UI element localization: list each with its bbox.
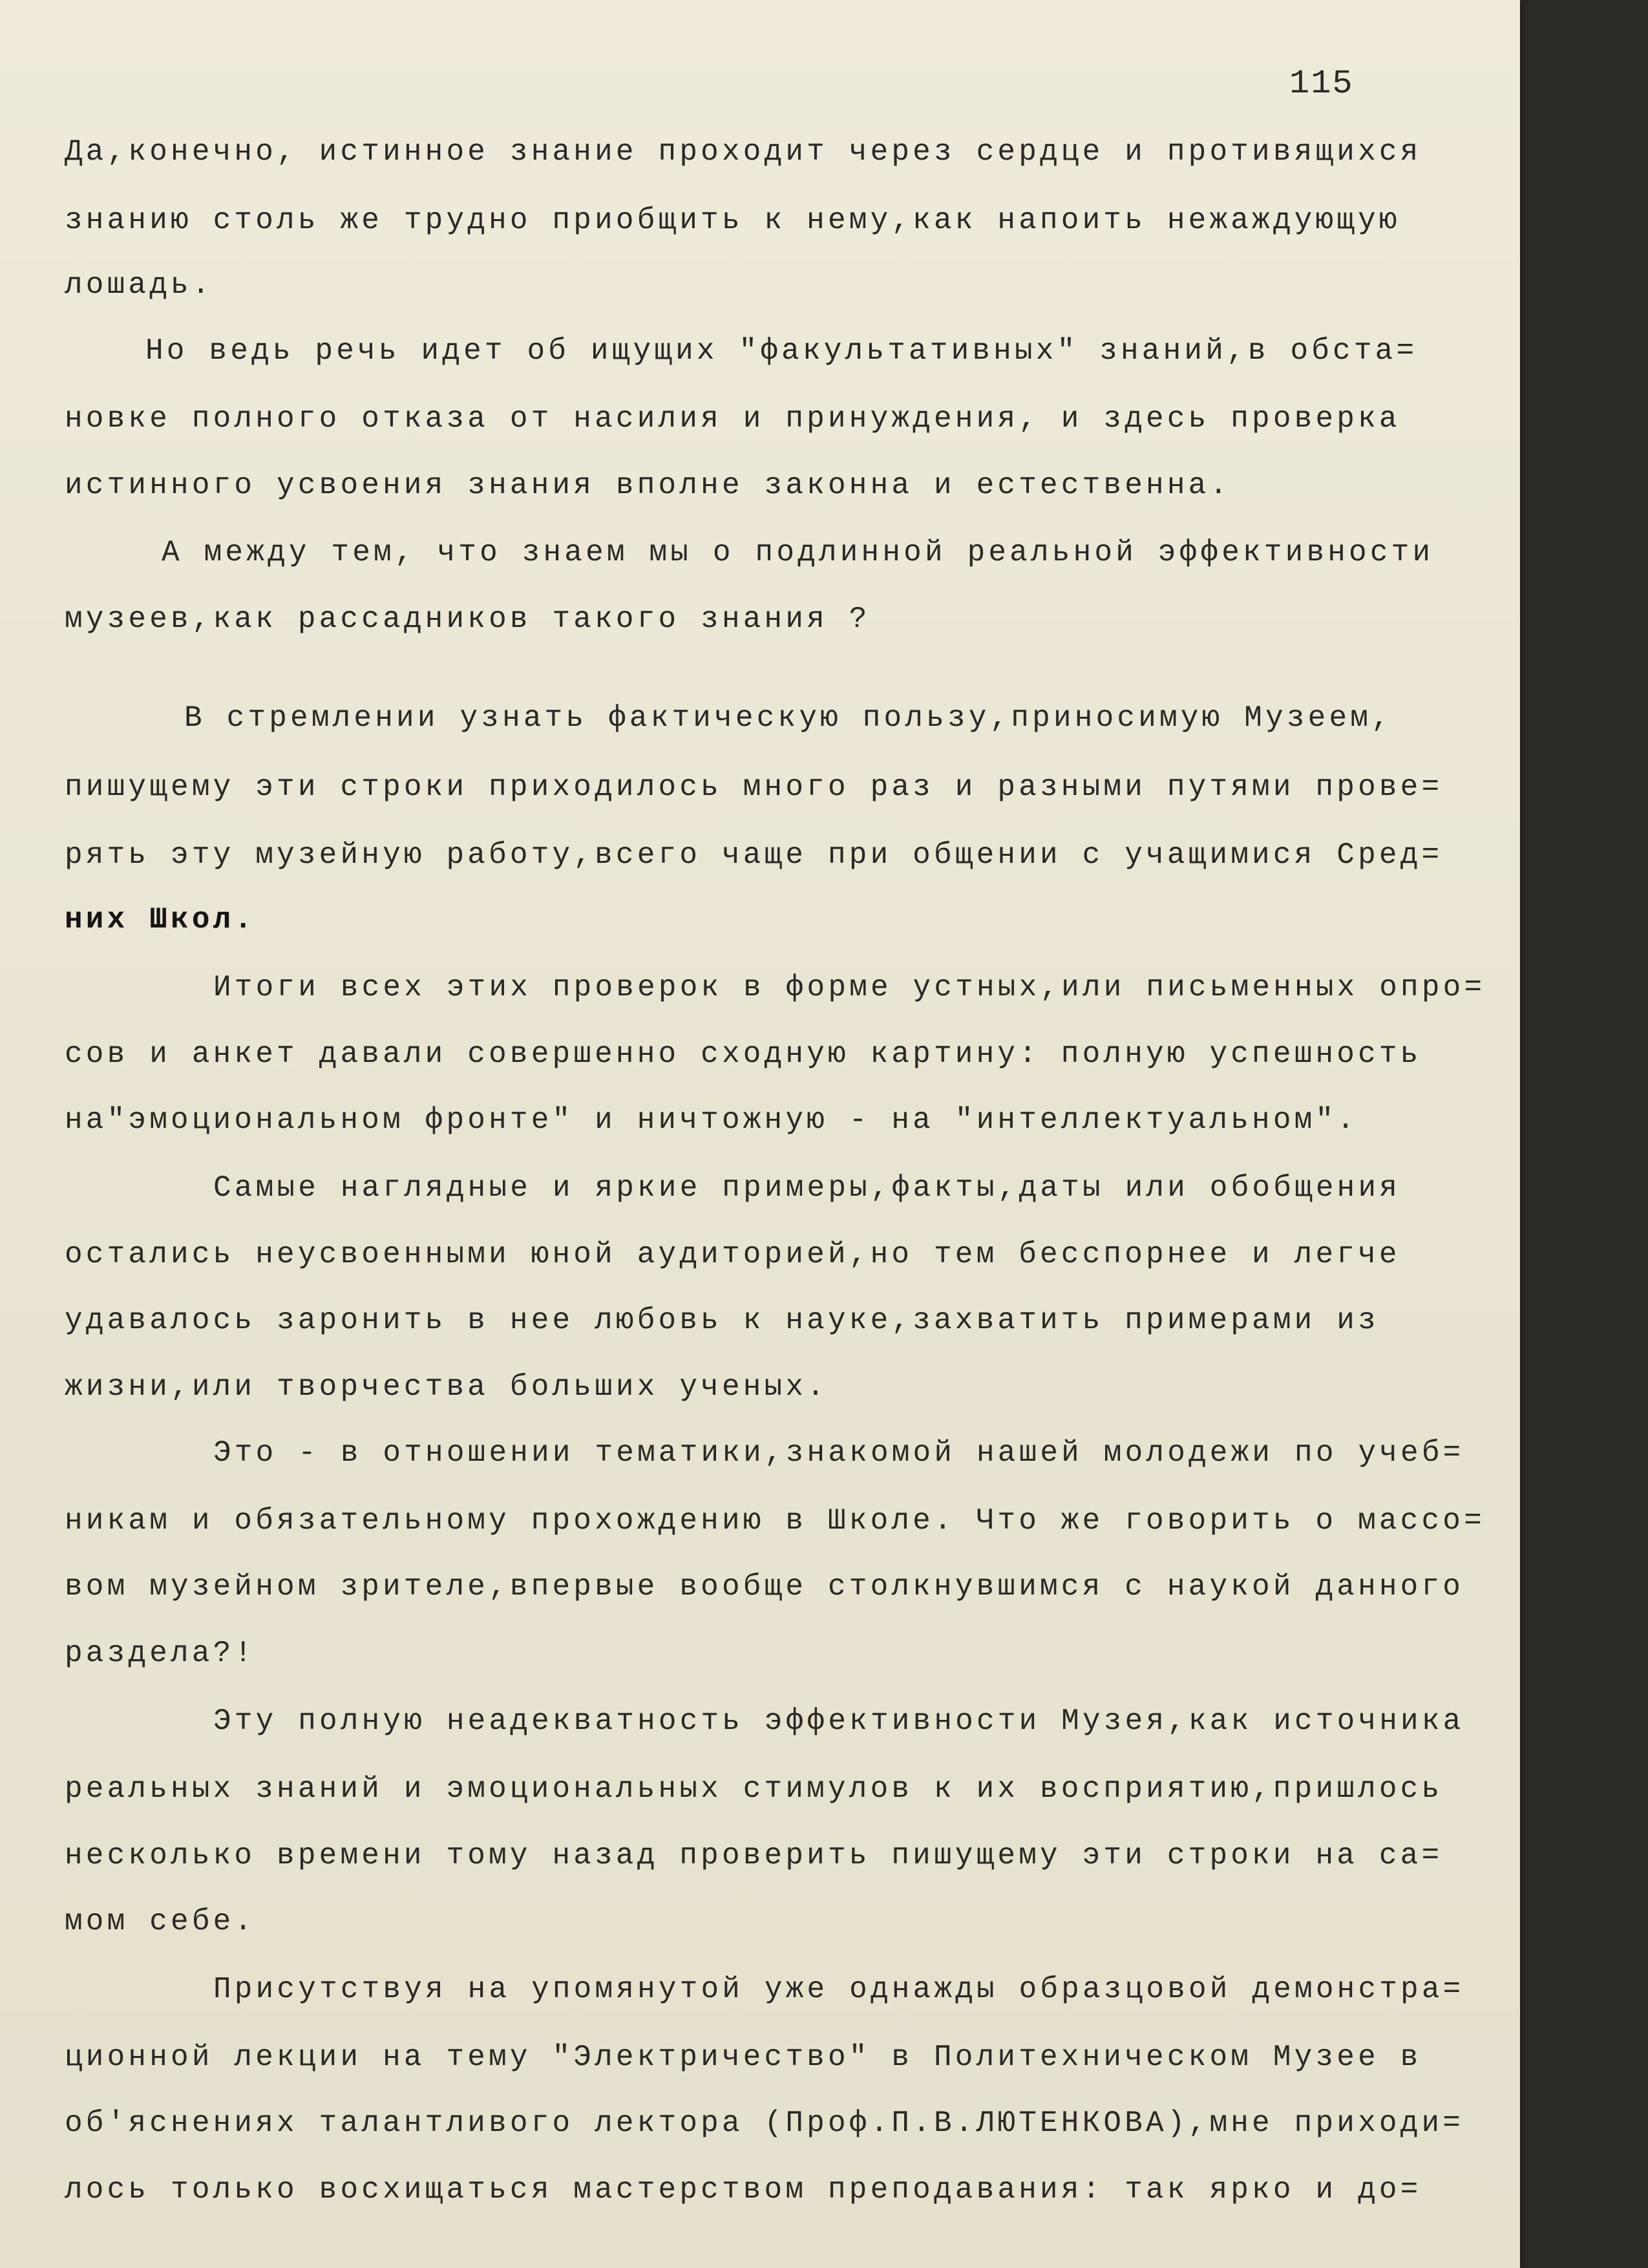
text-line: вом музейном зрителе,впервые вообще столкнувшимся с наукой данного bbox=[65, 1570, 1464, 1604]
text-line: лось только восхищаться мастерством преподавания: так ярко и до= bbox=[65, 2173, 1422, 2207]
text-line: несколько времени тому назад проверить пишущему эти строки на са= bbox=[65, 1839, 1443, 1872]
text-line: никам и обязательному прохождению в Школе. Что же говорить о массо= bbox=[65, 1504, 1485, 1538]
text-line: Итоги всех этих проверок в форме устных,или письменных опро= bbox=[213, 971, 1486, 1004]
text-line: знанию столь же трудно приобщить к нему,как напоить нежаждующую bbox=[65, 204, 1400, 237]
text-line: музеев,как рассадников такого знания ? bbox=[65, 602, 871, 636]
text-line: реальных знаний и эмоциональных стимулов к их восприятию,пришлось bbox=[65, 1772, 1443, 1806]
text-line: В стремлении узнать фактическую пользу,приносимую Музеем, bbox=[184, 701, 1393, 735]
text-line: об'яснениях талантливого лектора (Проф.П.В.ЛЮТЕНКОВА),мне приходи= bbox=[65, 2106, 1464, 2140]
text-line: новке полного отказа от насилия и принуждения, и здесь проверка bbox=[65, 402, 1400, 436]
text-line: Эту полную неадекватность эффективности Музея,как источника bbox=[213, 1704, 1464, 1738]
text-line: остались неусвоенными юной аудиторией,но тем бесспорнее и легче bbox=[65, 1238, 1400, 1271]
text-line: рять эту музейную работу,всего чаще при общении с учащимися Сред= bbox=[65, 838, 1443, 872]
text-line: удавалось заронить в нее любовь к науке,захватить примерами из bbox=[65, 1304, 1379, 1337]
text-line: них Школ. bbox=[65, 903, 256, 937]
text-line: сов и анкет давали совершенно сходную картину: полную успешность bbox=[65, 1037, 1422, 1071]
text-line: А между тем, что знаем мы о подлинной реальной эффективности bbox=[162, 536, 1434, 569]
text-line: Самые наглядные и яркие примеры,факты,даты или обобщения bbox=[213, 1171, 1401, 1205]
text-line: пишущему эти строки приходилось много раз и разными путями прове= bbox=[65, 770, 1443, 804]
page-number: 115 bbox=[1289, 65, 1354, 103]
text-line: на"эмоциональном фронте" и ничтожную - на "интеллектуальном". bbox=[65, 1103, 1358, 1137]
text-line: Это - в отношении тематики,знакомой нашей молодежи по учеб= bbox=[213, 1436, 1464, 1470]
text-line: лошадь. bbox=[65, 268, 213, 302]
text-line: Присутствуя на упомянутой уже однажды образцовой демонстра= bbox=[213, 1973, 1464, 2006]
text-line: раздела?! bbox=[65, 1637, 256, 1670]
text-line: Но ведь речь идет об ищущих "факультативных" знаний,в обста= bbox=[145, 334, 1418, 368]
text-line: ционной лекции на тему "Электричество" в Политехническом Музее в bbox=[65, 2040, 1422, 2074]
text-line: истинного усвоения знания вполне законна и естественна. bbox=[65, 469, 1231, 502]
text-line: Да,конечно, истинное знание проходит через сердце и противящихся bbox=[65, 135, 1422, 169]
text-line: мом себе. bbox=[65, 1905, 256, 1938]
text-line: жизни,или творчества больших ученых. bbox=[65, 1370, 828, 1404]
